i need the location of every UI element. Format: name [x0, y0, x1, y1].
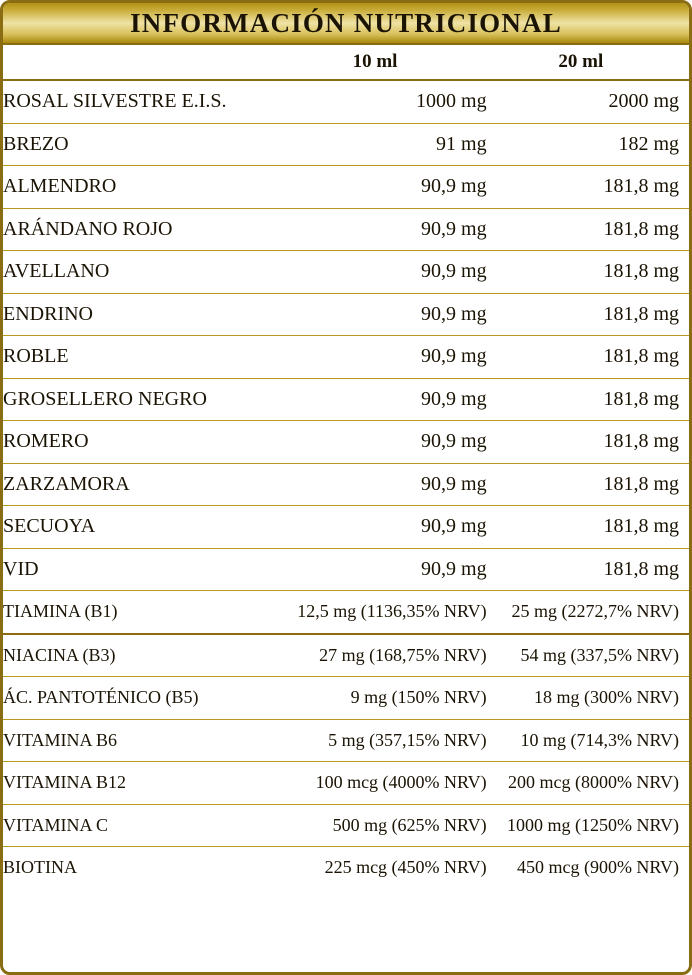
row-nutrient-name: VID: [3, 548, 277, 591]
row-value-10ml: 90,9 mg: [277, 421, 486, 464]
table-row: [3, 293, 689, 336]
row-value-20ml: 181,8 mg: [487, 548, 689, 591]
row-value-10ml: 12,5 mg (1136,35% NRV): [277, 591, 486, 634]
row-value-20ml: 181,8 mg: [487, 336, 689, 379]
row-nutrient-name: SECUOYA: [3, 506, 277, 549]
row-nutrient-name: TIAMINA (B1): [3, 591, 277, 634]
row-value-20ml: 450 mcg (900% NRV): [516, 857, 679, 878]
table-row: [3, 80, 689, 123]
row-value-20ml: 54 mg (337,5% NRV): [487, 634, 689, 677]
table-row: [3, 677, 689, 720]
row-nutrient-name: ENDRINO: [3, 293, 277, 336]
table-row: [3, 804, 689, 847]
row-value-20ml: 181,8 mg: [487, 166, 689, 209]
row-value-20ml: 1000 mg (1250% NRV): [487, 804, 689, 847]
table-row: [3, 847, 689, 889]
column-header-nutrient: [3, 45, 277, 80]
row-value-20ml: 182 mg: [487, 123, 689, 166]
row-value-10ml: 91 mg: [277, 123, 486, 166]
row-value-10ml: 500 mg (625% NRV): [277, 804, 486, 847]
row-nutrient-name: ROBLE: [3, 336, 277, 379]
row-nutrient-name: ALMENDRO: [3, 166, 277, 209]
table-row: [3, 166, 689, 209]
row-value-20ml: 181,8 mg: [487, 251, 689, 294]
table-row: [3, 719, 689, 762]
row-value-10ml: 90,9 mg: [277, 548, 486, 591]
row-value-10ml: 90,9 mg: [277, 208, 486, 251]
nutrition-table: [3, 45, 689, 889]
row-value-10ml: 90,9 mg: [277, 251, 486, 294]
row-value-20ml: 181,8 mg: [487, 421, 689, 464]
row-nutrient-name: BREZO: [3, 123, 277, 166]
row-value-20ml: 181,8 mg: [487, 293, 689, 336]
row-nutrient-name: BIOTINA: [3, 857, 77, 878]
table-row: [3, 548, 689, 591]
row-nutrient-name: VITAMINA B12: [3, 762, 277, 805]
row-value-20ml: 181,8 mg: [487, 463, 689, 506]
column-header-dose-10ml: 10 ml: [277, 45, 486, 80]
row-value-20ml: 18 mg (300% NRV): [487, 677, 689, 720]
column-header-dose-20ml: 20 ml: [487, 45, 689, 80]
row-nutrient-name: VITAMINA C: [3, 804, 277, 847]
table-row: [3, 591, 689, 634]
table-row: [3, 463, 689, 506]
row-value-20ml: 200 mcg (8000% NRV): [487, 762, 689, 805]
table-row: [3, 506, 689, 549]
row-nutrient-name: NIACINA (B3): [3, 634, 277, 677]
table-row: [3, 208, 689, 251]
row-value-10ml: 100 mcg (4000% NRV): [277, 762, 486, 805]
row-nutrient-name: ÁC. PANTOTÉNICO (B5): [3, 677, 277, 720]
row-value-10ml: 5 mg (357,15% NRV): [277, 719, 486, 762]
row-nutrient-name: GROSELLERO NEGRO: [3, 378, 277, 421]
row-value-10ml: 225 mcg (450% NRV): [324, 857, 487, 878]
table-row: [3, 421, 689, 464]
row-value-20ml: 25 mg (2272,7% NRV): [487, 591, 689, 634]
table-row: [3, 336, 689, 379]
table-row: [3, 634, 689, 677]
row-nutrient-name: ROMERO: [3, 421, 277, 464]
row-value-10ml: 1000 mg: [277, 80, 486, 123]
panel-title-bar: [3, 3, 689, 45]
table-body: [3, 80, 689, 889]
table-row: [3, 123, 689, 166]
row-value-10ml: 90,9 mg: [277, 463, 486, 506]
row-nutrient-name: ZARZAMORA: [3, 463, 277, 506]
row-value-20ml: 181,8 mg: [487, 506, 689, 549]
panel-bottom-spacer: [3, 889, 689, 899]
row-value-20ml: 181,8 mg: [487, 208, 689, 251]
table-header-row: [3, 45, 689, 80]
row-value-10ml: 27 mg (168,75% NRV): [277, 634, 486, 677]
row-value-10ml: 90,9 mg: [277, 166, 486, 209]
row-value-10ml: 90,9 mg: [277, 293, 486, 336]
table-row: [3, 251, 689, 294]
row-value-10ml: 90,9 mg: [277, 506, 486, 549]
row-nutrient-name: ARÁNDANO ROJO: [3, 208, 277, 251]
row-nutrient-name: AVELLANO: [3, 251, 277, 294]
row-value-10ml: 9 mg (150% NRV): [277, 677, 486, 720]
row-nutrient-name: VITAMINA B6: [3, 719, 277, 762]
row-value-20ml: 10 mg (714,3% NRV): [487, 719, 689, 762]
table-row: [3, 378, 689, 421]
row-value-20ml: 181,8 mg: [487, 378, 689, 421]
table-row: [3, 762, 689, 805]
page-title: INFORMACIÓN NUTRICIONAL: [130, 7, 562, 38]
row-nutrient-name: ROSAL SILVESTRE E.I.S.: [3, 80, 277, 123]
row-value-20ml: 2000 mg: [487, 80, 689, 123]
row-value-10ml: 90,9 mg: [277, 378, 486, 421]
row-value-10ml: 90,9 mg: [277, 336, 486, 379]
